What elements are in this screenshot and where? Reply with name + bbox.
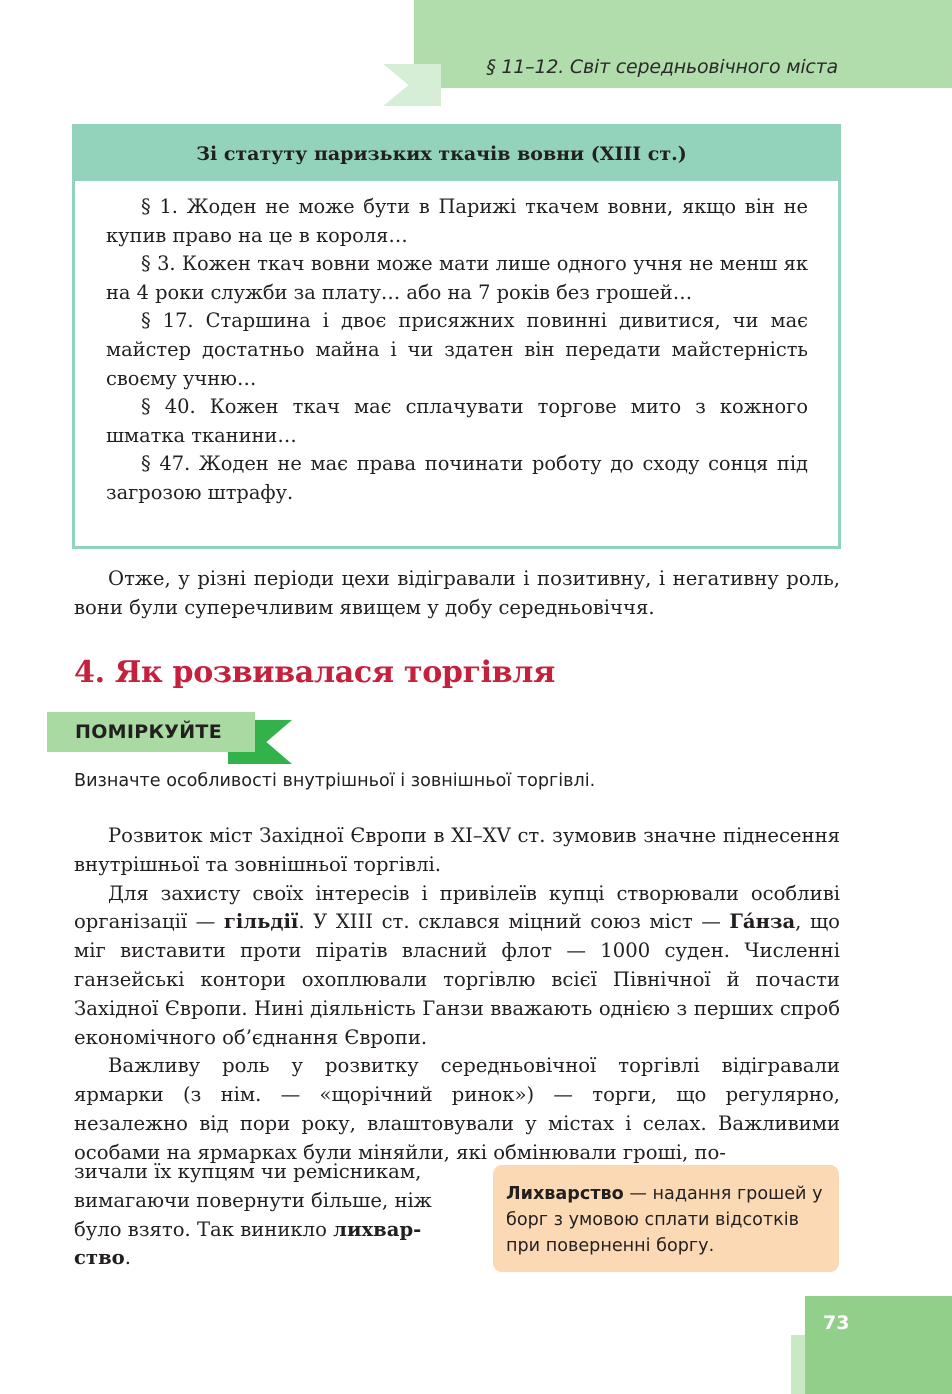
think-question: Визначте особливості внутрішньої і зовнішньої торгівлі. bbox=[74, 771, 596, 791]
think-label: ПОМІРКУЙТЕ bbox=[47, 712, 255, 752]
page-number-strip bbox=[791, 1335, 805, 1394]
narrow-line bbox=[74, 1244, 470, 1273]
page-number: 73 bbox=[823, 1312, 850, 1334]
text-run: . У XIII ст. склався міцний союз міст — bbox=[298, 910, 730, 934]
text-run: Для захисту своїх інтересів і привілеїв купці створювали особливі організації — bbox=[74, 881, 840, 934]
running-title: § 11–12. Світ середньовічного міста bbox=[486, 56, 838, 78]
text-run: . bbox=[124, 1246, 131, 1270]
source-title: Зі статуту паризьких ткачів вовни (XIII ст.) bbox=[75, 127, 838, 181]
source-paragraph: § 47. Жоден не має права починати роботу до сходу сонця під загрозою штрафу. bbox=[106, 452, 808, 504]
main-text bbox=[74, 822, 840, 1168]
text-run: , що міг виставити проти піратів власний флот — 1000 суден. Численні ганзейські контори охоплювали торгівлю всієї Північної й почасти Західної Європи. Нині діяльність Ганзи вважають однією з перших спроб економічного об’єднання Європи. bbox=[74, 910, 840, 1049]
source-paragraph: § 1. Жоден не може бути в Парижі ткачем вовни, якщо він не купив право на це в короля… bbox=[106, 195, 808, 247]
page-number-tab bbox=[805, 1296, 952, 1394]
source-box bbox=[72, 124, 841, 549]
narrow-text bbox=[74, 1158, 470, 1273]
definition-text: — надання грошей у борг з умовою сплати відсотків при поверненні боргу. bbox=[506, 1184, 823, 1256]
definition-box bbox=[493, 1165, 839, 1272]
text-run: було взято. Так виникло bbox=[74, 1217, 334, 1241]
source-body bbox=[75, 181, 838, 508]
term-guilds: гільдії bbox=[223, 910, 299, 934]
narrow-line bbox=[74, 1216, 470, 1245]
section-heading: 4. Як розвивалася торгівля bbox=[74, 655, 556, 690]
body-paragraph-1: Розвиток міст Західної Європи в XI–XV ст. зумовив значне піднесення внутрішньої та зовнішньої торгівлі. bbox=[74, 824, 840, 876]
source-paragraph: § 40. Кожен ткач має сплачувати торгове мито з кожного шматка тканини… bbox=[106, 395, 808, 447]
definition-term: Лихварство bbox=[506, 1184, 624, 1204]
source-paragraph: § 17. Старшина і двоє присяжних повинні дивитися, чи має майстер достатньо майна і чи здатен він передати майстерність своєму учню… bbox=[106, 309, 808, 390]
term-usury-part1: лихвар- bbox=[333, 1217, 422, 1241]
term-hansa: Га́нза bbox=[729, 910, 796, 934]
conclusion-paragraph: Отже, у різні періоди цехи відігравали і позитивну, і негативну роль, вони були суперечливим явищем у добу середньовіччя. bbox=[74, 567, 840, 619]
conclusion-block bbox=[74, 565, 840, 623]
source-paragraph: § 3. Кожен ткач вовни може мати лише одного учня не менш як на 4 роки служби за плату… або на 7 років без грошей… bbox=[106, 252, 808, 304]
header-ribbon bbox=[383, 64, 441, 106]
body-paragraph-3: Важливу роль у розвитку середньовічної торгівлі відігравали ярмарки (з нім. — «щорічний ринок») — торги, що регулярно, незалежно від пори року, влаштовували у містах і селах. Важливими особами на ярмарках були міняйли, які обмінювали гроші, по- bbox=[74, 1054, 840, 1164]
narrow-line: зичали їх купцям чи ремісникам, bbox=[74, 1160, 422, 1183]
narrow-line: вимагаючи повернути більше, ніж bbox=[74, 1188, 432, 1212]
term-usury-part2: ство bbox=[74, 1246, 125, 1270]
body-paragraph-2 bbox=[74, 880, 840, 1053]
